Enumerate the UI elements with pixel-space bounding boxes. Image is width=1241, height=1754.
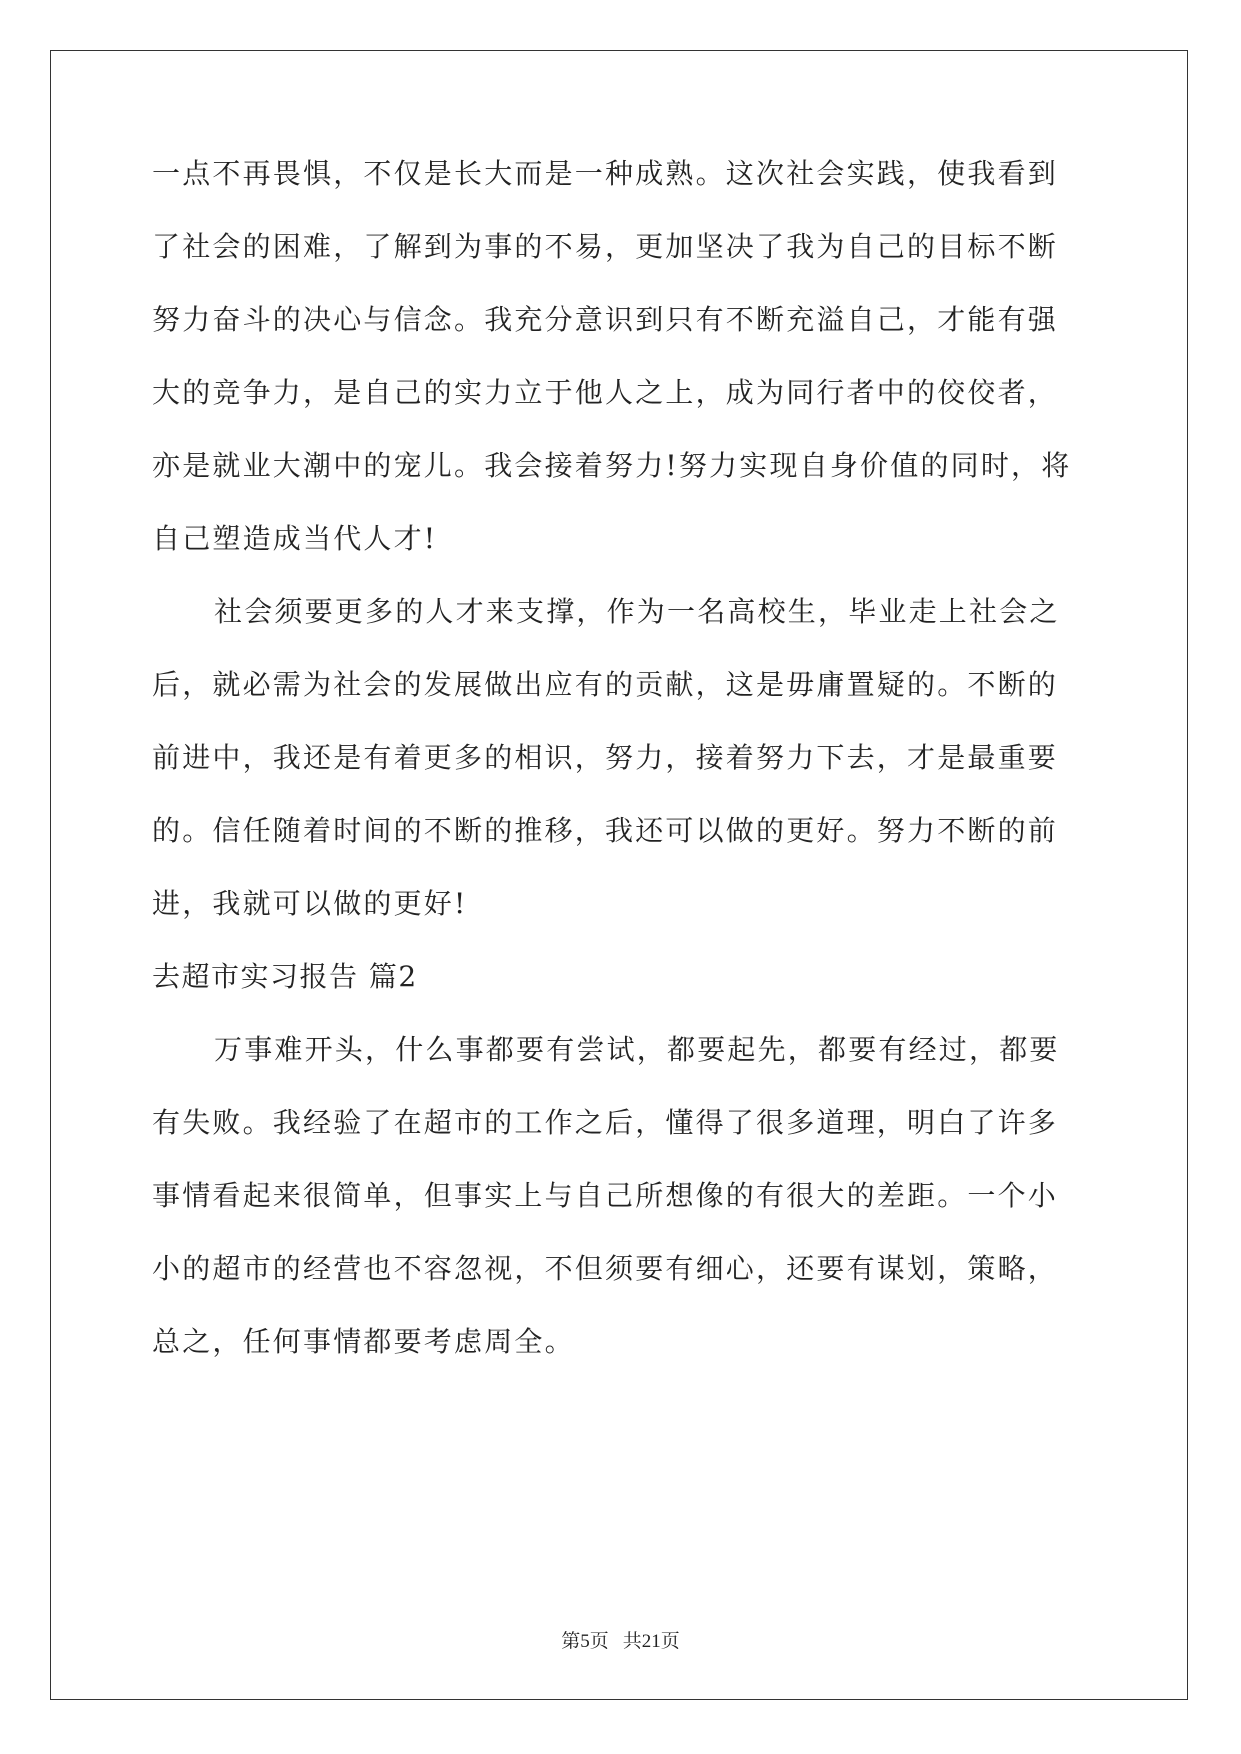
text-line: 总之，任何事情都要考虑周全。 [152, 1325, 575, 1358]
text-line: 亦是就业大潮中的宠儿。我会接着努力!努力实现自身价值的同时，将 [152, 449, 1072, 482]
text-line: 事情看起来很简单，但事实上与自己所想像的有很大的差距。一个小 [152, 1179, 1059, 1212]
total-suffix: 页 [660, 1630, 680, 1652]
text-line: 后，就必需为社会的发展做出应有的贡献，这是毋庸置疑的。不断的 [152, 668, 1059, 701]
text-line: 一点不再畏惧，不仅是长大而是一种成熟。这次社会实践，使我看到 [152, 157, 1059, 190]
page-prefix: 第 [561, 1630, 581, 1652]
text-line: 小的超市的经营也不容忽视，不但须要有细心，还要有谋划，策略， [152, 1252, 1059, 1285]
page-suffix: 页 [589, 1630, 609, 1652]
page-footer [0, 1629, 1241, 1654]
text-line: 大的竞争力，是自己的实力立于他人之上，成为同行者中的佼佼者， [152, 376, 1059, 409]
page-number: 5 [580, 1631, 590, 1652]
text-line: 有失败。我经验了在超市的工作之后，懂得了很多道理，明白了许多 [152, 1106, 1059, 1139]
text-line: 了社会的困难，了解到为事的不易，更加坚决了我为自己的目标不断 [152, 230, 1059, 263]
section-heading: 去超市实习报告 篇2 [152, 960, 418, 993]
text-line: 自己塑造成当代人才! [152, 522, 438, 555]
total-prefix: 共 [622, 1630, 642, 1652]
total-pages: 21 [641, 1631, 661, 1652]
text-line: 社会须要更多的人才来支撑，作为一名高校生，毕业走上社会之 [214, 595, 1060, 628]
text-line: 前进中，我还是有着更多的相识，努力，接着努力下去，才是最重要 [152, 741, 1059, 774]
text-line: 的。信任随着时间的不断的推移，我还可以做的更好。努力不断的前 [152, 814, 1059, 847]
text-line: 努力奋斗的决心与信念。我充分意识到只有不断充溢自己，才能有强 [152, 303, 1059, 336]
page-frame [50, 50, 1188, 1700]
text-line: 万事难开头，什么事都要有尝试，都要起先，都要有经过，都要 [214, 1033, 1060, 1066]
text-line: 进，我就可以做的更好! [152, 887, 468, 920]
